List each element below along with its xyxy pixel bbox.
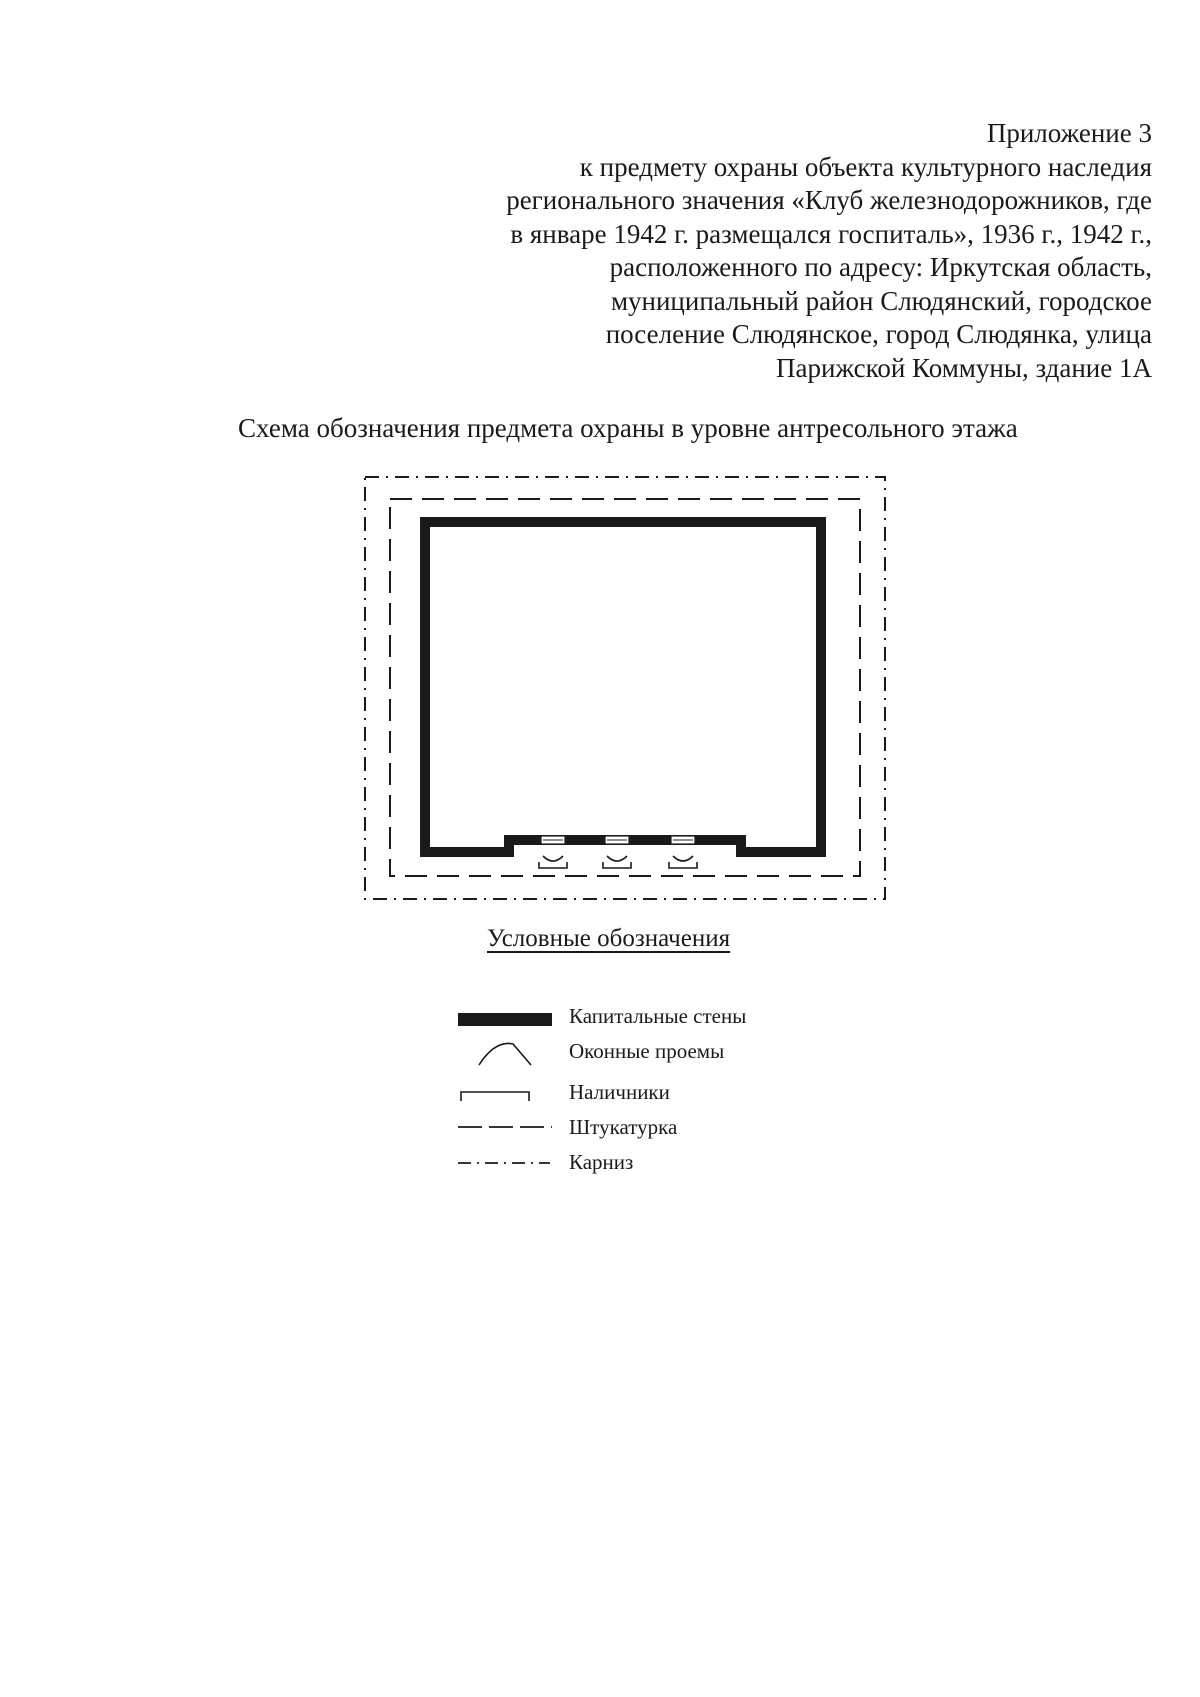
arc-icon	[455, 1035, 555, 1070]
appendix-subject-line: к предмету охраны объекта культурного наследия	[579, 151, 1152, 182]
appendix-number: Приложение 3	[986, 118, 1152, 148]
appendix-address-line: расположенного по адресу: Иркутская область,	[609, 252, 1152, 282]
dash-dot-line-icon	[455, 1146, 555, 1181]
legend-title: Условные обозначения	[487, 925, 731, 952]
appendix-address-line: муниципальный район Слюдянский, городское	[610, 285, 1152, 316]
appendix-address-line: поселение Слюдянское, город Слюдянка, улица	[605, 319, 1152, 349]
legend-label: Штукатурка	[569, 1115, 678, 1139]
legend-label: Наличники	[569, 1080, 670, 1104]
legend-item-cornice	[455, 1146, 875, 1181]
appendix-subject-line: в январе 1942 г. размещался госпиталь», 1936 г., 1942 г.,	[510, 218, 1152, 249]
window-opening-2	[603, 836, 631, 868]
legend	[455, 1000, 875, 1181]
legend-item-window-openings	[455, 1035, 875, 1070]
solid-bar-icon	[455, 1000, 555, 1035]
legend-item-plaster	[455, 1111, 875, 1146]
window-opening-1	[539, 836, 567, 868]
legend-item-casings	[455, 1076, 875, 1111]
legend-label: Карниз	[569, 1150, 634, 1174]
legend-label: Оконные проемы	[569, 1039, 725, 1063]
legend-item-capital-walls	[455, 1000, 875, 1035]
scheme-title: Схема обозначения предмета охраны в уровне антресольного этажа	[238, 413, 1018, 443]
floor-plan-diagram	[355, 472, 895, 912]
appendix-header	[392, 117, 1152, 385]
window-opening-3	[669, 836, 697, 868]
dashed-line-icon	[455, 1111, 555, 1146]
legend-label: Капитальные стены	[569, 1004, 747, 1028]
plaster-outline	[390, 499, 860, 876]
bracket-icon	[455, 1076, 555, 1111]
appendix-subject-line: регионального значения «Клуб железнодорожников, где	[506, 185, 1152, 215]
capital-walls	[425, 522, 821, 852]
appendix-address-line: Парижской Коммуны, здание 1А	[776, 352, 1152, 383]
